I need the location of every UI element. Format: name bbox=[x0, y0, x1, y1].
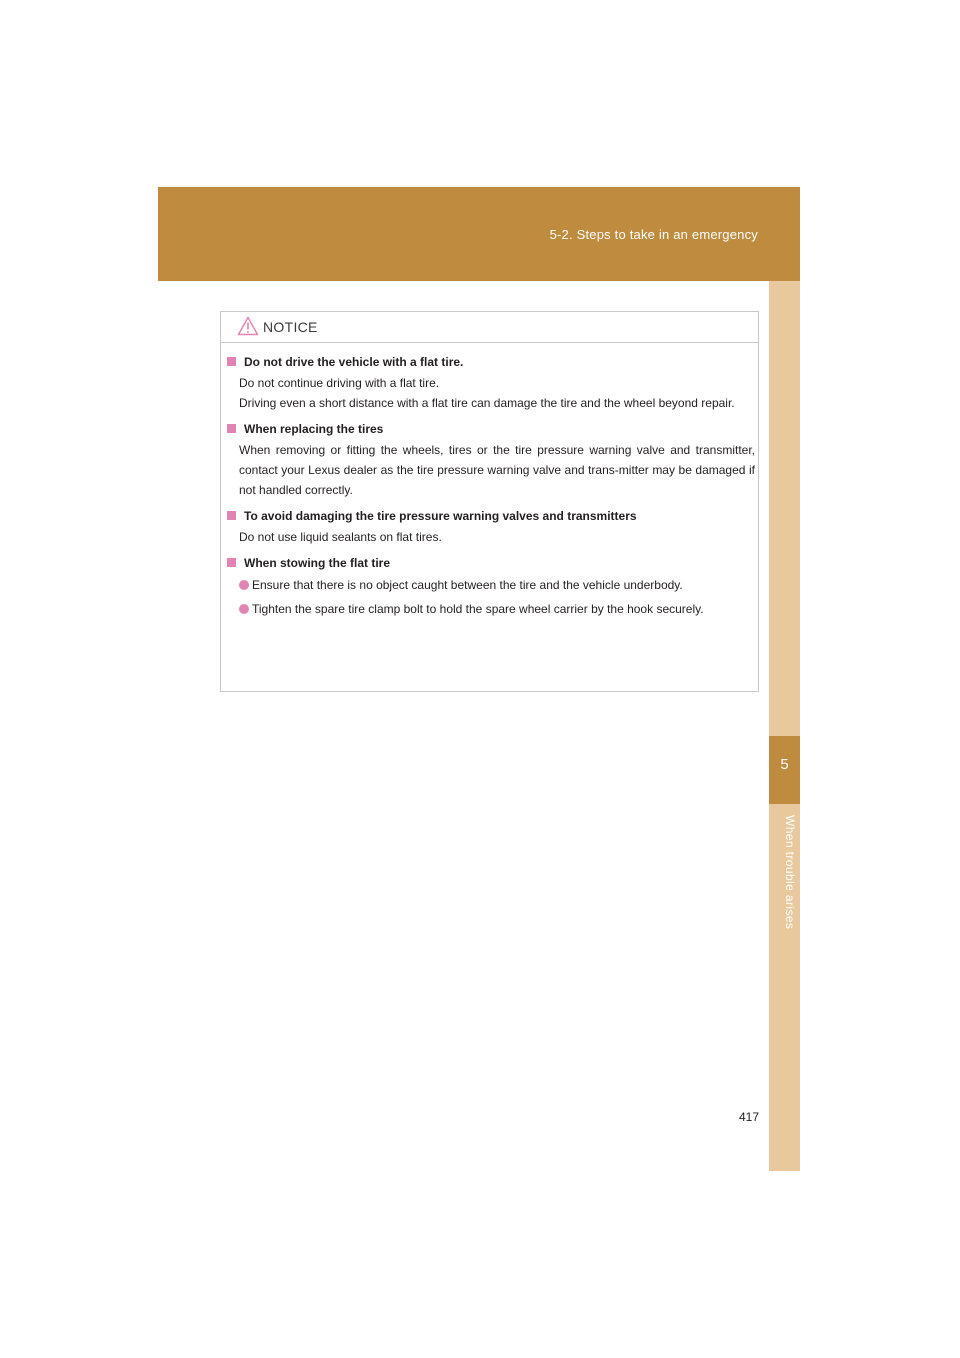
section-title: 5-2. Steps to take in an emergency bbox=[549, 227, 758, 242]
chapter-label: When trouble arises bbox=[783, 815, 797, 930]
chapter-number: 5 bbox=[780, 756, 789, 773]
section-heading bbox=[225, 508, 760, 524]
square-bullet-icon bbox=[227, 511, 236, 520]
paragraph-line: Do not continue driving with a flat tire. bbox=[239, 376, 440, 390]
section-paragraph bbox=[239, 527, 755, 547]
section-heading bbox=[225, 354, 760, 370]
bullet-item bbox=[239, 575, 755, 595]
notice-header bbox=[221, 312, 758, 343]
side-thumb-strip bbox=[769, 281, 800, 1171]
square-bullet-icon bbox=[227, 424, 236, 433]
notice-section bbox=[221, 508, 760, 547]
notice-body bbox=[221, 354, 760, 627]
page-number: 417 bbox=[738, 1110, 759, 1124]
notice-section bbox=[221, 555, 760, 619]
paragraph-line: When removing or fitting the wheels, tires or the tire pressure warning valve and transmitter, contact your Lexus dealer as the tire pressure warning valve and trans-mitter may be damaged if not handled correctly. bbox=[239, 443, 755, 497]
dot-bullet-icon bbox=[239, 604, 249, 614]
section-heading-text: When replacing the tires bbox=[244, 422, 384, 436]
square-bullet-icon bbox=[227, 558, 236, 567]
square-bullet-icon bbox=[227, 357, 236, 366]
paragraph-line: Do not use liquid sealants on flat tires. bbox=[239, 530, 442, 544]
section-heading-text: When stowing the flat tire bbox=[244, 556, 390, 570]
section-paragraph bbox=[239, 373, 755, 413]
bullet-text: Tighten the spare tire clamp bolt to hold the spare wheel carrier by the hook securely. bbox=[252, 602, 704, 616]
bullet-text: Ensure that there is no object caught between the tire and the vehicle underbody. bbox=[252, 578, 683, 592]
bullet-item bbox=[239, 599, 755, 619]
section-heading-text: Do not drive the vehicle with a flat tire. bbox=[244, 355, 464, 369]
notice-section bbox=[221, 421, 760, 500]
paragraph-line: Driving even a short distance with a flat tire can damage the tire and the wheel beyond repair. bbox=[239, 396, 735, 410]
warning-triangle-icon bbox=[237, 316, 259, 336]
notice-section bbox=[221, 354, 760, 413]
notice-title: NOTICE bbox=[263, 319, 318, 335]
section-heading bbox=[225, 555, 760, 571]
chapter-tab bbox=[769, 736, 800, 804]
section-heading-text: To avoid damaging the tire pressure warning valves and transmitters bbox=[244, 509, 637, 523]
dot-bullet-icon bbox=[239, 580, 249, 590]
section-heading bbox=[225, 421, 760, 437]
header-band bbox=[158, 187, 800, 281]
section-paragraph bbox=[239, 440, 755, 500]
notice-box bbox=[220, 311, 759, 692]
